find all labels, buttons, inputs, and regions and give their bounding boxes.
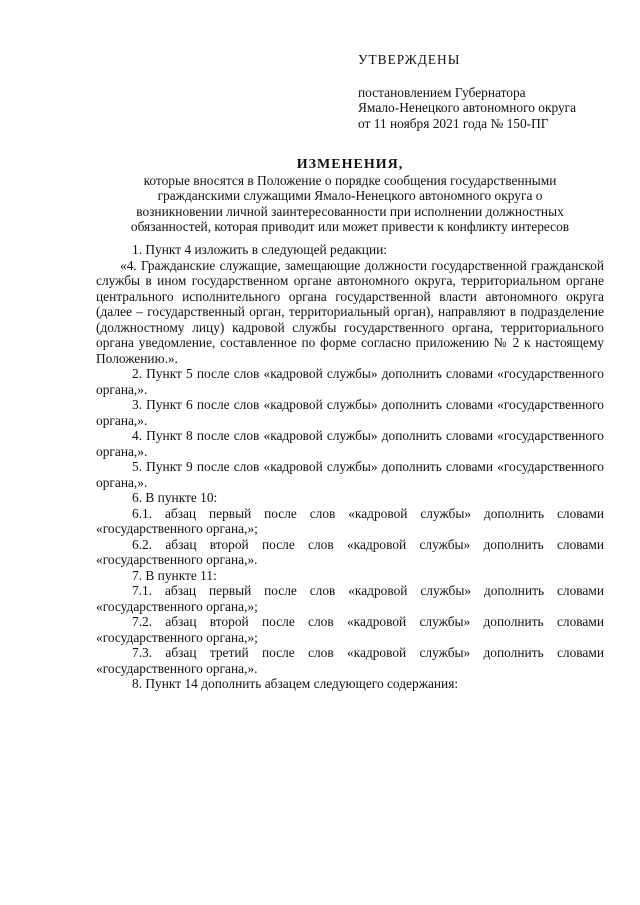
heading-subtitle-line: которые вносятся в Положение о порядке сообщения государственными	[143, 172, 557, 188]
item-6-1: 6.1. абзац первый после слов «кадровой службы» дополнить словами «государственного органа,»;	[96, 505, 604, 536]
item-3: 3. Пункт 6 после слов «кадровой службы» дополнить словами «государственного органа,».	[96, 397, 604, 428]
heading-subtitle-line: гражданскими служащими Ямало-Ненецкого автономного округа о	[157, 188, 543, 203]
approval-block	[358, 52, 618, 131]
item-5: 5. Пункт 9 после слов «кадровой службы» дополнить словами «государственного органа,».	[96, 459, 604, 490]
approval-line: постановлением Губернатора	[358, 84, 526, 100]
heading-subtitle-line: обязанностей, которая приводит или может привести к конфликту интересов	[130, 219, 570, 234]
document-body	[96, 242, 604, 692]
heading-title: ИЗМЕНЕНИЯ,	[296, 157, 404, 172]
heading-subtitle-line: возникновении личной заинтересованности при исполнении должностных	[136, 203, 564, 219]
item-4: 4. Пункт 8 после слов «кадровой службы» дополнить словами «государственного органа,».	[96, 428, 604, 459]
item-1: 1. Пункт 4 изложить в следующей редакции:	[132, 242, 388, 257]
approval-line: от 11 ноября 2021 года № 150-ПГ	[358, 115, 549, 131]
item-6: 6. В пункте 10:	[132, 490, 218, 505]
item-1-quote: «4. Гражданские служащие, замещающие должности государственной гражданской службы в ином государственном органе автономного округа, территориальном органе центрального исполнительного органа государственной власти автономного округа (далее – государственный орган, территориальный орган), направляют в подразделение (должностному лицу) кадровой службы государственного органа, территориального органа уведомление, составленное по форме согласно приложению № 2 к настоящему Положению.».	[96, 257, 604, 366]
item-7-1: 7.1. абзац первый после слов «кадровой службы» дополнить словами «государственного органа,»;	[96, 583, 604, 614]
item-2: 2. Пункт 5 после слов «кадровой службы» дополнить словами «государственного органа,».	[96, 366, 604, 397]
item-6-2: 6.2. абзац второй после слов «кадровой службы» дополнить словами «государственного органа,».	[96, 536, 604, 567]
item-7: 7. В пункте 11:	[132, 567, 217, 583]
item-7-3: 7.3. абзац третий после слов «кадровой службы» дополнить словами «государственного органа,».	[96, 645, 604, 676]
item-8: 8. Пункт 14 дополнить абзацем следующего содержания:	[132, 676, 459, 691]
document-heading	[96, 157, 604, 235]
approval-title: УТВЕРЖДЕНЫ	[358, 52, 461, 67]
approval-line: Ямало-Ненецкого автономного округа	[358, 100, 577, 115]
item-7-2: 7.2. абзац второй после слов «кадровой службы» дополнить словами «государственного органа,»;	[96, 614, 604, 645]
